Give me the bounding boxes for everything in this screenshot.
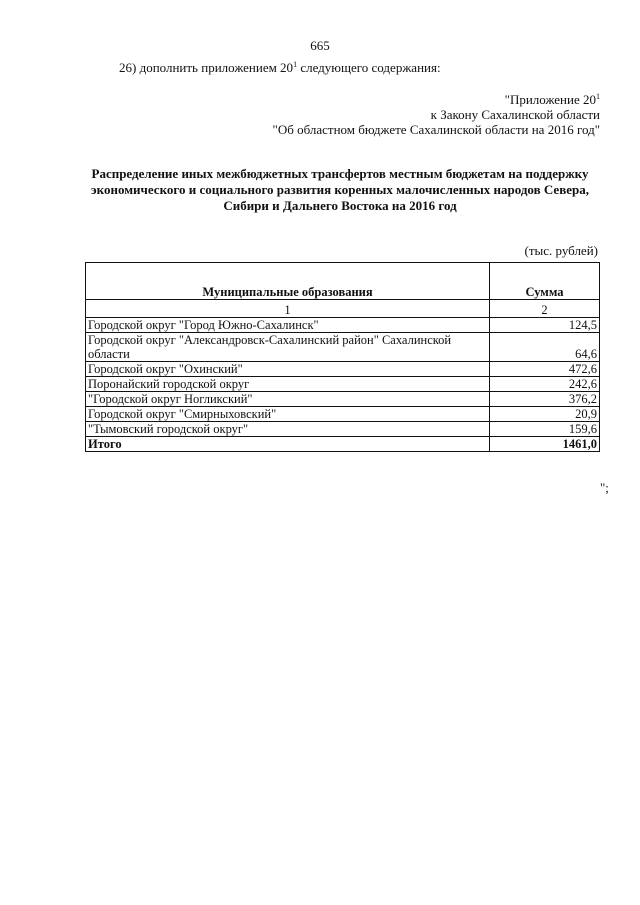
table-row — [86, 407, 600, 422]
row-sum: 124,5 — [490, 318, 600, 333]
row-sum: 20,9 — [490, 407, 600, 422]
column-number-row — [86, 300, 600, 318]
row-sum: 472,6 — [490, 362, 600, 377]
title-line-3: Сибири и Дальнего Востока на 2016 год — [223, 198, 457, 213]
header-municipalities: Муниципальные образования — [86, 263, 490, 300]
header-sum: Сумма — [490, 263, 600, 300]
title-line-2: экономического и социального развития коренных малочисленных народов Севера, — [91, 182, 589, 197]
intro-superscript: 1 — [293, 60, 298, 69]
table-row — [86, 333, 600, 362]
table-row — [86, 392, 600, 407]
intro-tail: следующего содержания: — [297, 60, 441, 75]
appendix-superscript: 1 — [596, 92, 600, 101]
column-number-2: 2 — [490, 300, 600, 318]
row-name: Городской округ "Охинский" — [86, 362, 490, 377]
total-row — [86, 437, 600, 452]
row-sum: 159,6 — [490, 422, 600, 437]
title-line-1: Распределение иных межбюджетных трансфертов местным бюджетам на поддержку — [91, 166, 589, 181]
appendix-header — [273, 92, 600, 137]
appendix-label: "Приложение 20 — [504, 92, 596, 107]
row-name: Городской округ "Александровск-Сахалинский район" Сахалинской области — [86, 333, 490, 362]
closing-quote-mark: "; — [600, 480, 609, 495]
total-sum: 1461,0 — [490, 437, 600, 452]
row-sum: 64,6 — [490, 333, 600, 362]
row-name: Поронайский городской округ — [86, 377, 490, 392]
appendix-line-1 — [273, 92, 600, 107]
appendix-line-3: "Об областном бюджете Сахалинской области на 2016 год" — [272, 122, 600, 137]
intro-text: 26) дополнить приложением 20 — [119, 60, 294, 75]
row-name: Городской округ "Город Южно-Сахалинск" — [86, 318, 490, 333]
row-name: "Тымовский городской округ" — [86, 422, 490, 437]
document-title — [60, 166, 620, 214]
amendment-intro — [119, 60, 441, 76]
row-sum: 376,2 — [490, 392, 600, 407]
page-number: 665 — [310, 38, 330, 53]
appendix-line-2: к Закону Сахалинской области — [430, 107, 600, 122]
row-name: "Городской округ Ногликский" — [86, 392, 490, 407]
row-name: Городской округ "Смирныховский" — [86, 407, 490, 422]
table-row — [86, 377, 600, 392]
row-sum: 242,6 — [490, 377, 600, 392]
total-label: Итого — [86, 437, 490, 452]
units-label: (тыс. рублей) — [524, 243, 598, 258]
transfers-table — [85, 262, 600, 452]
table-header-row — [86, 263, 600, 300]
column-number-1: 1 — [86, 300, 490, 318]
table-row — [86, 422, 600, 437]
table-row — [86, 362, 600, 377]
table-row — [86, 318, 600, 333]
